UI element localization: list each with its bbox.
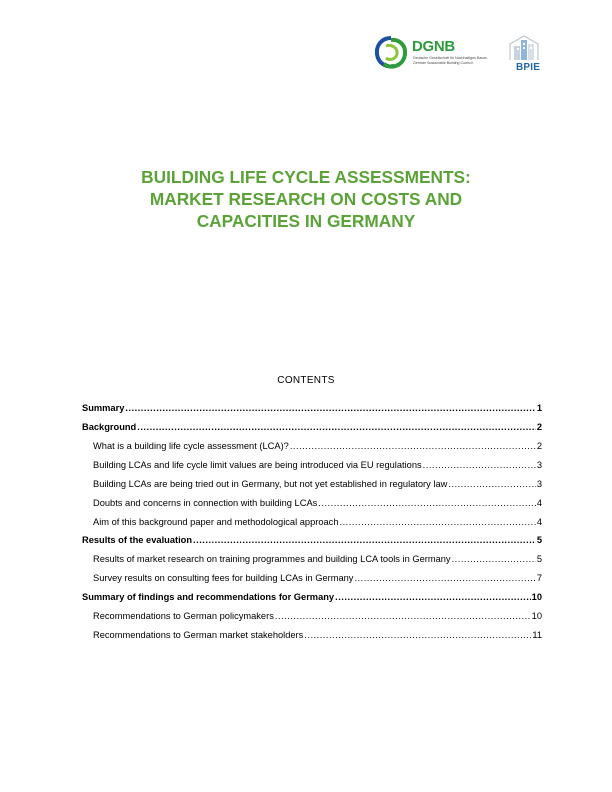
toc-entry-doubts-concerns[interactable]: Doubts and concerns in connection with building LCAs ..... 4 (93, 497, 542, 509)
toc-entry-findings-recommendations[interactable]: Summary of findings and recommendations for Germany ..... 10 (82, 591, 542, 603)
bpie-logo (502, 30, 548, 76)
toc-entry-tried-in-germany[interactable]: Building LCAs are being tried out in Germany, but not yet established in regulatory law ..... 3 (93, 478, 542, 490)
toc-entry-background[interactable]: Background ..... 2 (82, 421, 542, 433)
title-line: BUILDING LIFE CYCLE ASSESSMENTS: (141, 167, 471, 187)
toc-entry-consulting-fees[interactable]: Survey results on consulting fees for building LCAs in Germany ..... 7 (93, 572, 542, 584)
toc-entry-market-research[interactable]: Results of market research on training programmes and building LCA tools in Germany ..... 5 (93, 553, 542, 565)
dgnb-wordmark: DGNB (412, 38, 455, 55)
document-title (60, 166, 552, 232)
toc-entry-market-stakeholders[interactable]: Recommendations to German market stakeholders ..... 11 (93, 629, 542, 641)
bpie-wordmark: BPIE (516, 62, 541, 73)
contents-heading: CONTENTS (277, 375, 335, 386)
toc-entry-eu-regulations[interactable]: Building LCAs and life cycle limit values are being introduced via EU regulations ..... 3 (93, 459, 542, 471)
dgnb-subtitle: Deutsche Gesellschaft für Nachhaltiges Bauen German Sustainable Building Council (413, 56, 488, 65)
toc-entry-policymakers[interactable]: Recommendations to German policymakers ..... 10 (93, 610, 542, 622)
toc-entry-aim-methodology[interactable]: Aim of this background paper and methodological approach ..... 4 (93, 516, 542, 528)
logo-bar (372, 30, 548, 76)
toc-entry-results[interactable]: Results of the evaluation ..... 5 (82, 534, 542, 546)
toc-entry-summary[interactable]: Summary ..... 1 (82, 402, 542, 414)
dgnb-logo (372, 34, 492, 74)
toc-entry-what-is-lca[interactable]: What is a building life cycle assessment (LCA)? ..... 2 (93, 440, 542, 452)
dgnb-emblem-icon (372, 34, 410, 72)
title-line: MARKET RESEARCH ON COSTS AND (149, 189, 463, 209)
title-line: CAPACITIES IN GERMANY (196, 211, 416, 231)
